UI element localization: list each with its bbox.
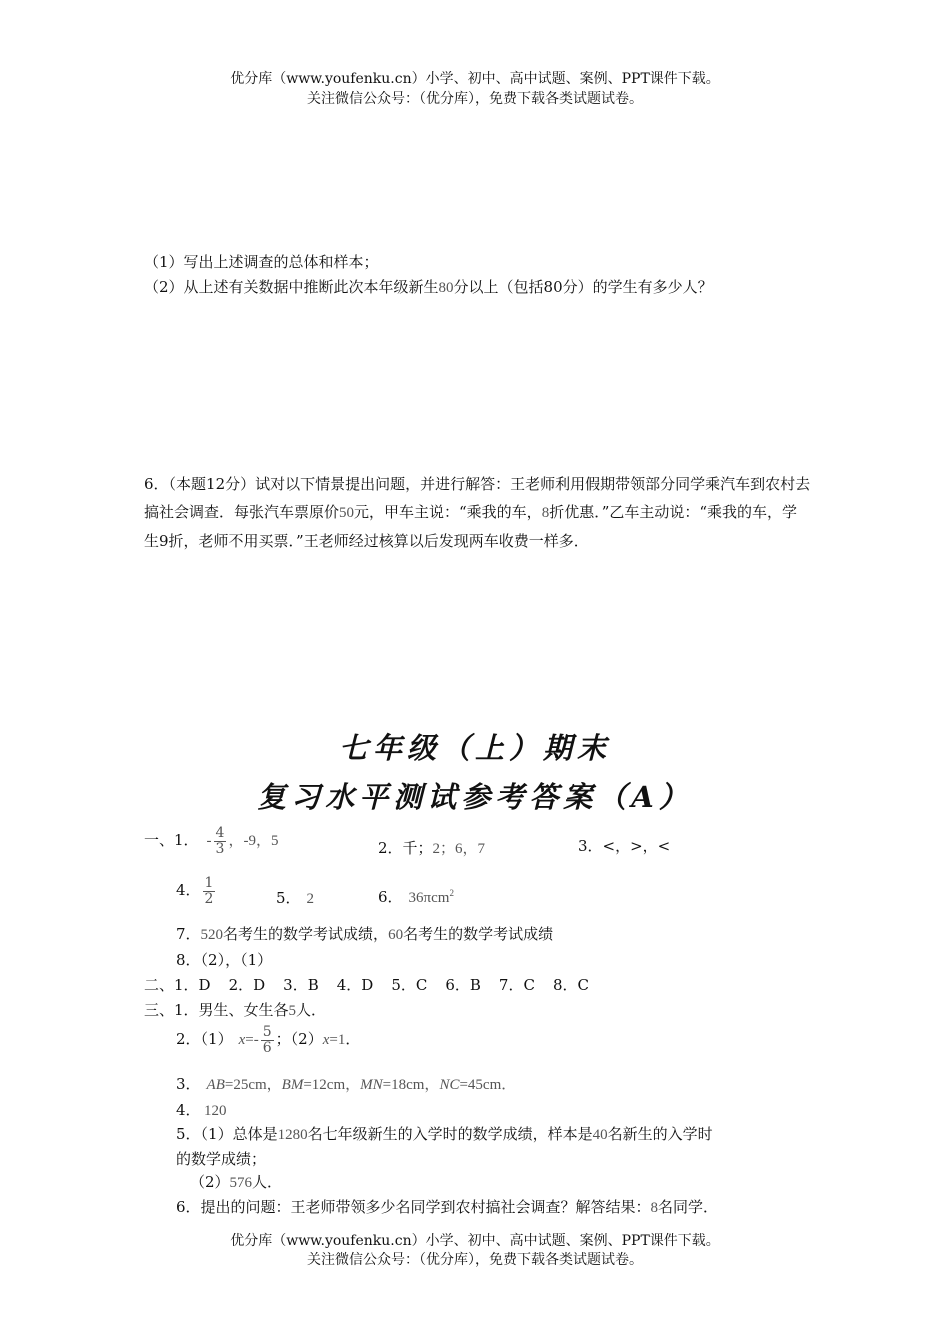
question6-paragraph: [144, 470, 812, 555]
ans-s3-q4-val: 120: [204, 1103, 227, 1119]
ans-s3-q3-ab: AB: [206, 1077, 225, 1093]
ans-s3-q2: [176, 1025, 360, 1055]
page-header-line2: 关注微信公众号：（优分库），免费下载各类试题试卷。: [307, 91, 643, 107]
ans-s3-q5-n2: 40: [592, 1127, 608, 1143]
ans-q1-neg: -: [206, 833, 212, 850]
ans-s3-q4-label: 4．: [176, 1101, 201, 1119]
ans-s1-label: 一、1．: [144, 831, 199, 850]
ans-s3-q3-bm-val: =12cm，: [303, 1077, 361, 1093]
ans-s3-q1-num: 5: [288, 1003, 297, 1019]
page-footer-line2: 关注微信公众号：（优分库），免费下载各类试题试卷。: [307, 1252, 643, 1268]
ans-s3-q5-mid: 名七年级新生的入学时的数学成绩，样本是: [307, 1125, 593, 1143]
ans-s3-q2-fraction: [261, 1025, 274, 1055]
page-footer-line1: 优分库（www.youfenku.cn）小学、初中、高中试题、案例、PPT课件下载。: [230, 1233, 720, 1249]
ans-q5-val: 2: [306, 891, 315, 907]
ans-q4-label: 4．: [176, 881, 201, 900]
ans-s3-q5: [176, 1123, 713, 1144]
ans-s2-item: 2．D: [228, 976, 266, 994]
ans-s3-q6-pre: 6．提出的问题：王老师带领多少名同学到农村搞社会调查？解答结果：: [176, 1198, 651, 1216]
ans-s3-q5-p2-num: 576: [229, 1175, 253, 1191]
q5-part2: [144, 276, 713, 297]
ans-s3-q6-num: 8: [650, 1200, 659, 1216]
ans-q7-n2: 60: [388, 927, 404, 943]
ans-s2-item: 4．D: [336, 976, 374, 994]
ans-s3-q2-x2: x: [322, 1032, 330, 1049]
ans-s3-q5-pre: 5．（1）总体是: [176, 1125, 278, 1143]
ans-q1-frac-den: 3: [215, 840, 225, 857]
ans-s3-q5-p2-post: 人．: [252, 1173, 283, 1191]
ans-s3-q6: [176, 1196, 718, 1217]
ans-s2-item: 3．B: [283, 976, 319, 994]
ans-s2-item: 8．C: [552, 976, 589, 994]
ans-q6-val: 36πcm: [408, 890, 450, 906]
ans-s3-q3-label: 3．: [176, 1075, 201, 1093]
ans-s1-q8: 8．（2），（1）: [176, 951, 273, 969]
ans-q1-frac-num: 4: [215, 825, 225, 841]
ans-s1-q7: [176, 923, 553, 944]
ans-s3-q2-x: x: [238, 1032, 246, 1049]
ans-s3-q3-mn-val: =18cm，: [382, 1077, 440, 1093]
ans-s3-q1-post: 人．: [296, 1001, 327, 1019]
ans-s1-q4: [176, 876, 217, 906]
page-header-line1: 优分库（www.youfenku.cn）小学、初中、高中试题、案例、PPT课件下载。: [230, 71, 720, 87]
ans-q7-label: 7．: [176, 925, 201, 943]
ans-s3-q2-end: ．: [345, 1030, 361, 1049]
ans-s3-q2-frac-num: 5: [262, 1024, 272, 1040]
ans-s1-q3: 3．<，>，<: [578, 837, 671, 855]
ans-s2-item: 7．C: [498, 976, 535, 994]
q6-text-post: 折优惠．”乙车主动说：“乘我的车，学生9折，老师不用买票．”王老师经过核算以后发现两车收费一样多．: [144, 503, 798, 550]
ans-q6-label: 6．: [378, 888, 403, 906]
ans-s3-q5-line2: 的数学成绩；: [176, 1150, 267, 1168]
ans-q7-n1: 520: [200, 927, 224, 943]
ans-q7-t1: 名考生的数学考试成绩，: [223, 925, 389, 943]
ans-s3-q5-n1: 1280: [277, 1127, 308, 1143]
answer-title-line2: 复习水平测试参考答案（A）: [257, 780, 693, 814]
q6-price: 50: [339, 505, 355, 521]
ans-s3-q3-mn: MN: [360, 1077, 383, 1093]
ans-s3-q4: [176, 1099, 201, 1120]
ans-s2-item: 5．C: [391, 976, 428, 994]
ans-s3-q2-eq: =-: [245, 1032, 259, 1049]
ans-s3-q1-pre: 三、1．男生、女生各: [144, 1001, 289, 1019]
ans-q2-vals: 2；6，7: [432, 841, 486, 857]
ans-q4-frac-num: 1: [204, 875, 214, 891]
q5-part2-num: 80: [438, 280, 454, 296]
ans-q1-rest: ，-9，5: [228, 833, 279, 850]
ans-q4-frac-den: 2: [204, 890, 214, 907]
ans-s1-q6: [378, 886, 454, 907]
ans-s3-q2-eq2: =1: [329, 1032, 346, 1049]
ans-s3-q5-p2-pre: （2）: [190, 1173, 230, 1191]
ans-s3-q3-ab-val: =25cm，: [224, 1077, 282, 1093]
ans-s3-q2-frac-den: 6: [262, 1039, 272, 1056]
ans-s3-q2-mid: ；（2）: [275, 1030, 323, 1049]
ans-s3-q2-label: 2．（1）: [176, 1030, 233, 1049]
ans-s2-item: 6．B: [445, 976, 481, 994]
ans-s1-q2: [378, 837, 485, 858]
ans-s3-q1: [144, 999, 326, 1020]
ans-q5-label: 5．: [276, 889, 301, 907]
ans-s3-q6-post: 名同学．: [658, 1198, 719, 1216]
q5-part2-pre: （2）从上述有关数据中推断此次本年级新生: [144, 278, 439, 296]
ans-s2-label: 二、1．D: [144, 976, 211, 994]
q6-text-mid: 元，甲车主说：“乘我的车，: [354, 503, 542, 521]
ans-s3-q3-bm: BM: [281, 1077, 304, 1093]
ans-q7-t2: 名考生的数学考试成绩: [403, 925, 554, 943]
q5-part1: （1）写出上述调查的总体和样本；: [144, 253, 379, 271]
q6-text-pre: 6．（本题12分）试对以下情景提出问题，并进行解答：王老师利用假期带领部分同学乘汽车到农村去搞社会调查．每张汽车票原价: [144, 475, 811, 521]
ans-q4-fraction: [203, 876, 216, 906]
ans-s3-q5-post: 名新生的入学时: [607, 1125, 713, 1143]
ans-s1-q1: [144, 826, 278, 856]
ans-s3-q3-nc-val: =45cm．: [459, 1077, 517, 1093]
q6-discount: 8: [541, 505, 550, 521]
ans-q2-label: 2．千；: [378, 839, 433, 857]
answer-title-line1: 七年级（上）期末: [338, 731, 611, 765]
q5-part2-post: 分以上（包括80分）的学生有多少人？: [453, 278, 713, 296]
ans-q6-sup: 2: [449, 888, 454, 898]
ans-s1-q5: [276, 887, 314, 908]
ans-s3-q3-nc: NC: [439, 1077, 460, 1093]
ans-s3-q5-part2: [190, 1171, 282, 1192]
ans-q1-fraction: [214, 826, 227, 856]
ans-section2: [144, 974, 589, 995]
ans-s3-q3: [176, 1073, 516, 1094]
